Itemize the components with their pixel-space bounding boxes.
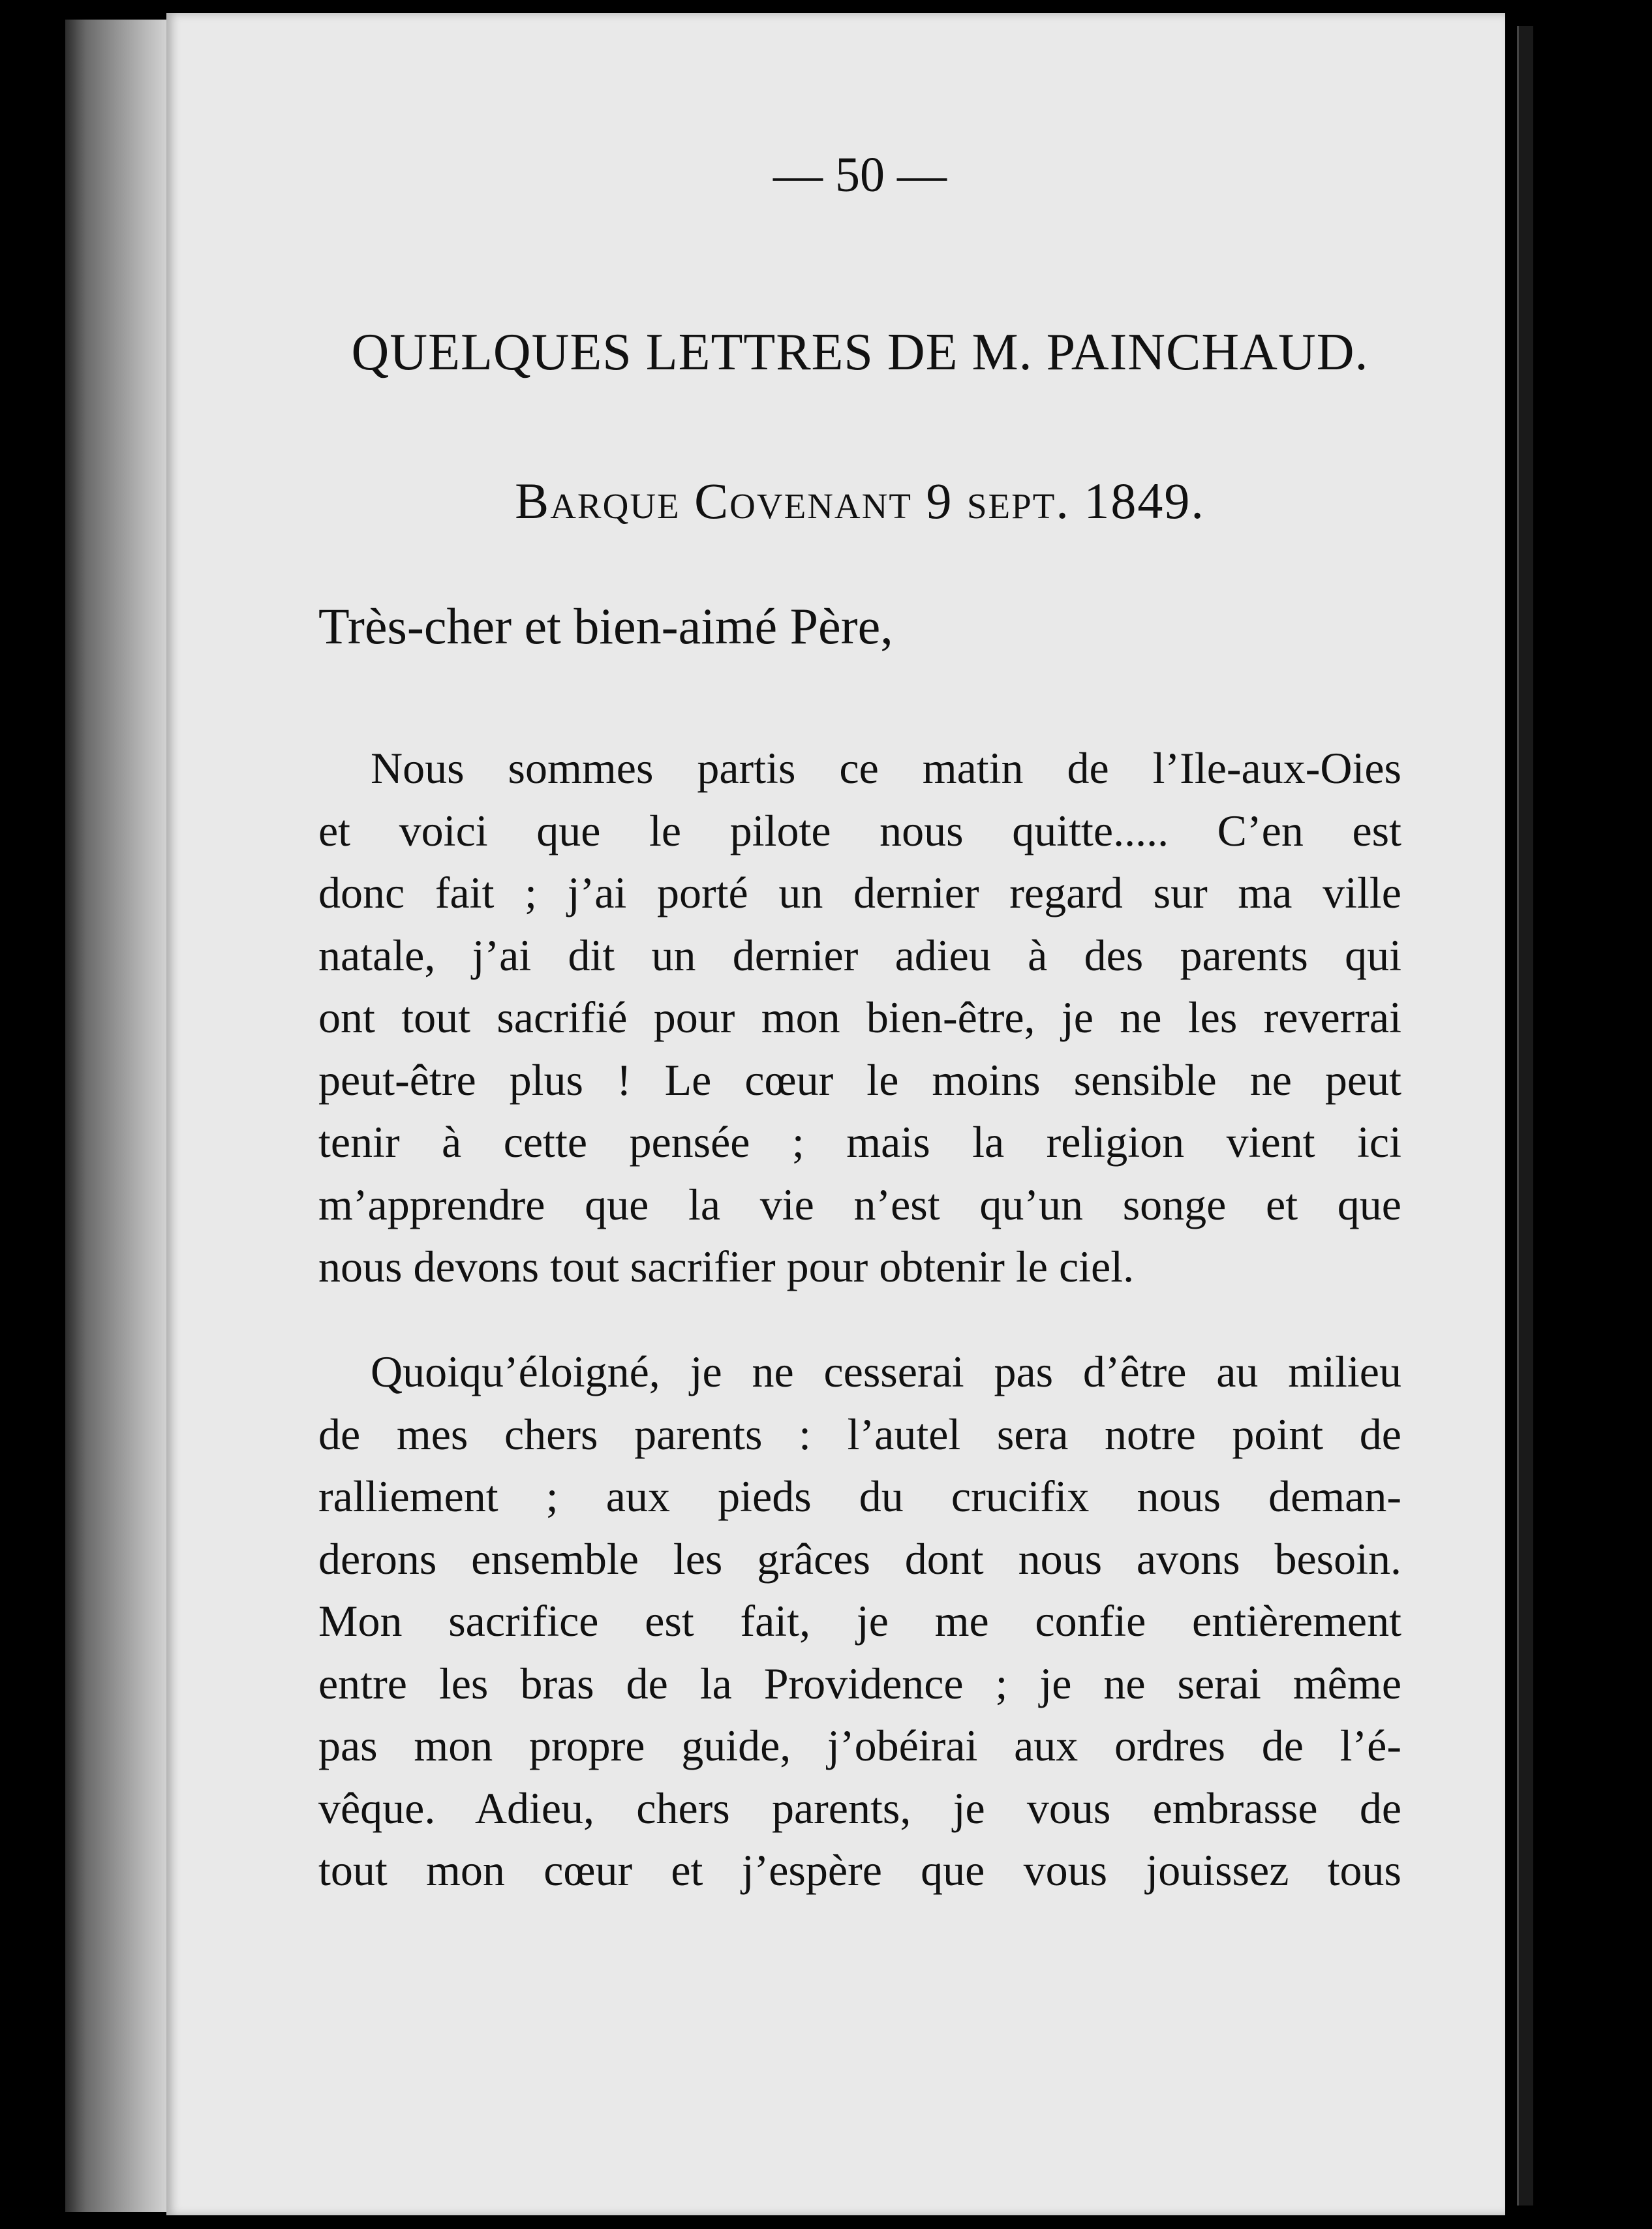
letter-salutation: Très-cher et bien-aimé Père,	[318, 598, 893, 654]
paragraph-line: donc fait ; j’ai porté un dernier regard sur ma ville	[318, 868, 1401, 917]
paragraph-line: Mon sacrifice est fait, je me confie entièrement	[318, 1596, 1401, 1646]
paragraph-2	[318, 1341, 1401, 1902]
section-title: QUELQUES LETTRES DE M. PAINCHAUD.	[351, 324, 1369, 381]
paragraph-line: tenir à cette pensée ; mais la religion vient ici	[318, 1117, 1401, 1167]
paragraph-line: m’apprendre que la vie n’est qu’un songe et que	[318, 1179, 1401, 1229]
book-binding	[65, 20, 170, 2212]
book-page	[166, 13, 1505, 2215]
paragraph-line: de mes chers parents : l’autel sera notre point de	[318, 1409, 1401, 1459]
paragraph-line: et voici que le pilote nous quitte..... C’en est	[318, 805, 1401, 855]
paragraph-line: Quoiqu’éloigné, je ne cesserai pas d’être au milieu	[371, 1347, 1401, 1396]
page-number: — 50 —	[773, 147, 947, 202]
paragraph-line: entre les bras de la Providence ; je ne serai même	[318, 1658, 1401, 1708]
paragraph-line: pas mon propre guide, j’obéirai aux ordres de l’é-	[318, 1721, 1401, 1770]
paragraph-line: natale, j’ai dit un dernier adieu à des parents qui	[318, 930, 1401, 980]
paragraph-line: nous devons tout sacrifier pour obtenir le ciel.	[318, 1242, 1135, 1291]
paragraph-line: derons ensemble les grâces dont nous avons besoin.	[318, 1533, 1401, 1584]
page-edge	[1517, 26, 1533, 2206]
paragraph-line: ont tout sacrifié pour mon bien-être, je ne les reverrai	[318, 992, 1401, 1042]
paragraph-1	[318, 737, 1401, 1299]
paragraph-line: Nous sommes partis ce matin de l’Ile-aux-Oies	[371, 743, 1401, 793]
letter-dateline: Barque Covenant 9 sept. 1849.	[515, 472, 1205, 529]
paragraph-line: vêque. Adieu, chers parents, je vous embrasse de	[318, 1783, 1401, 1833]
paragraph-line: ralliement ; aux pieds du crucifix nous deman-	[318, 1471, 1401, 1521]
paragraph-line: tout mon cœur et j’espère que vous jouissez tous	[318, 1845, 1401, 1895]
paragraph-line: peut-être plus ! Le cœur le moins sensible ne peut	[318, 1054, 1401, 1105]
